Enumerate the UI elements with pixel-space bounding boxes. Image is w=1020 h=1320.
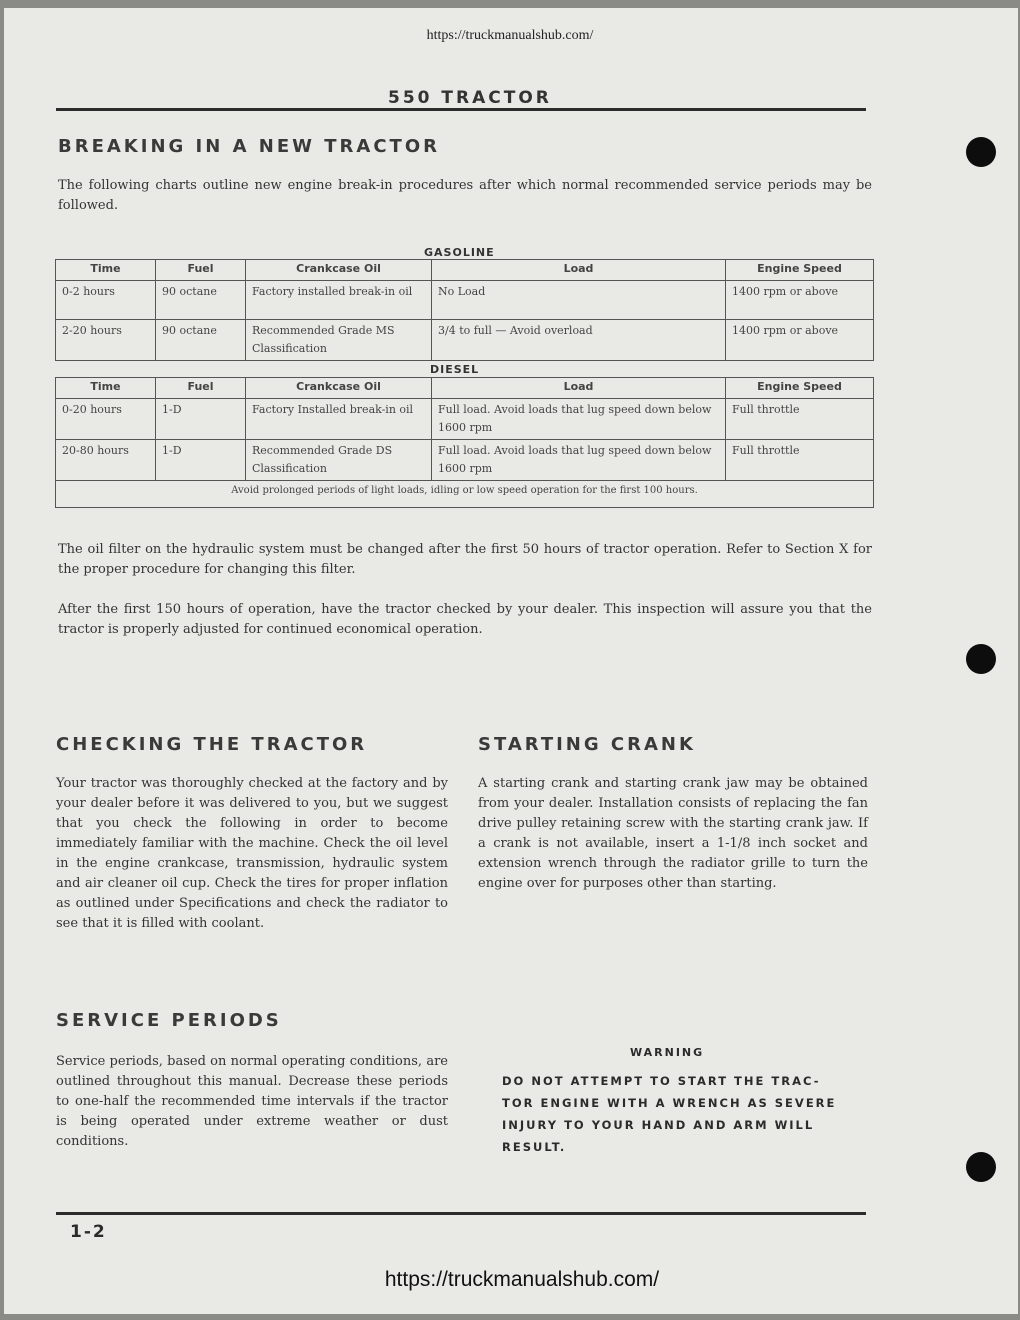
checking-heading: CHECKING THE TRACTOR	[56, 734, 368, 755]
table-cell: 3/4 to full — Avoid overload	[432, 320, 726, 361]
diesel-header-cell: Time	[56, 378, 156, 399]
gasoline-header-cell: Time	[56, 260, 156, 281]
warning-title: WARNING	[630, 1046, 705, 1059]
diesel-header-cell: Crankcase Oil	[246, 378, 432, 399]
table-cell: 2-20 hours	[56, 320, 156, 361]
diesel-label: DIESEL	[430, 363, 480, 376]
binder-hole-icon	[966, 644, 996, 674]
bottom-url: https://truckmanualshub.com/	[384, 1268, 660, 1291]
footer-rule	[56, 1212, 866, 1215]
table-cell: Full load. Avoid loads that lug speed down below 1600 rpm	[432, 399, 726, 440]
gasoline-header-cell: Crankcase Oil	[246, 260, 432, 281]
dealer-check-text: After the first 150 hours of operation, have the tractor checked by your dealer. This inspection will assure you that the tractor is properly adjusted for continued economical operation.	[58, 602, 872, 637]
table-cell: 0-20 hours	[56, 399, 156, 440]
gasoline-header-cell: Fuel	[156, 260, 246, 281]
table-cell: Factory installed break-in oil	[246, 281, 432, 320]
top-url: https://truckmanualshub.com/	[426, 28, 594, 43]
starting-paragraph	[478, 774, 868, 894]
dealer-check-paragraph	[58, 600, 872, 640]
warning-text: DO NOT ATTEMPT TO START THE TRAC- TOR ENGINE WITH A WRENCH AS SEVERE INJURY TO YOUR HAND AND ARM WILL RESULT.	[502, 1074, 837, 1154]
table-cell: 1-D	[156, 440, 246, 481]
page-number: 1-2	[70, 1222, 107, 1242]
gasoline-label: GASOLINE	[424, 246, 495, 259]
checking-paragraph	[56, 774, 448, 934]
oil-filter-text: The oil filter on the hydraulic system must be changed after the first 50 hours of tractor operation. Refer to Section X for the proper procedure for changing this filter.	[58, 542, 872, 577]
service-heading: SERVICE PERIODS	[56, 1010, 282, 1031]
binder-hole-icon	[966, 1152, 996, 1182]
table-cell: 0-2 hours	[56, 281, 156, 320]
page-title: 550 TRACTOR	[388, 88, 552, 108]
breaking-in-intro	[58, 176, 872, 216]
header-rule	[56, 108, 866, 111]
diesel-table	[55, 377, 874, 508]
diesel-header-cell: Fuel	[156, 378, 246, 399]
table-cell: 1400 rpm or above	[726, 281, 874, 320]
table-cell: 1-D	[156, 399, 246, 440]
table-cell: 1400 rpm or above	[726, 320, 874, 361]
gasoline-table	[55, 259, 874, 361]
table-row	[56, 399, 874, 440]
table-cell: No Load	[432, 281, 726, 320]
diesel-note: Avoid prolonged periods of light loads, idling or low speed operation for the first 100 hours.	[56, 481, 874, 508]
table-cell: Full load. Avoid loads that lug speed down below 1600 rpm	[432, 440, 726, 481]
diesel-note-row	[56, 481, 874, 508]
gasoline-header-cell: Engine Speed	[726, 260, 874, 281]
diesel-header-cell: Engine Speed	[726, 378, 874, 399]
table-row	[56, 281, 874, 320]
table-cell: Full throttle	[726, 399, 874, 440]
table-row	[56, 320, 874, 361]
table-cell: 90 octane	[156, 281, 246, 320]
gasoline-header-row	[56, 260, 874, 281]
oil-filter-paragraph	[58, 540, 872, 580]
table-cell: Factory Installed break-in oil	[246, 399, 432, 440]
checking-text: Your tractor was thoroughly checked at the factory and by your dealer before it was delivered to you, but we suggest that you check the following in order to become immediately familiar with the machine. Check the oil level in the engine crankcase, transmission, hydraulic system and air cleaner oil cup. Check the tires for proper inflation as outlined under Specifications and check the radiator to see that it is filled with coolant.	[56, 776, 448, 931]
table-cell: Recommended Grade MS Classification	[246, 320, 432, 361]
table-row	[56, 440, 874, 481]
table-cell: 20-80 hours	[56, 440, 156, 481]
table-cell: 90 octane	[156, 320, 246, 361]
table-cell: Recommended Grade DS Classification	[246, 440, 432, 481]
table-cell: Full throttle	[726, 440, 874, 481]
service-paragraph	[56, 1052, 448, 1152]
service-text: Service periods, based on normal operating conditions, are outlined throughout this manual. Decrease these periods to one-half the recommended time intervals if the tractor is being operated under extreme weather or dust conditions.	[56, 1054, 448, 1149]
breaking-in-intro-text: The following charts outline new engine break-in procedures after which normal recommended service periods may be followed.	[58, 178, 872, 213]
gasoline-header-cell: Load	[432, 260, 726, 281]
diesel-header-row	[56, 378, 874, 399]
breaking-in-heading: BREAKING IN A NEW TRACTOR	[58, 136, 440, 157]
starting-heading: STARTING CRANK	[478, 734, 696, 755]
binder-hole-icon	[966, 137, 996, 167]
diesel-header-cell: Load	[432, 378, 726, 399]
starting-text: A starting crank and starting crank jaw may be obtained from your dealer. Installation consists of replacing the fan drive pulley retaining screw with the starting crank jaw. If a crank is not available, insert a 1-1/8 inch socket and extension wrench through the radiator grille to turn the engine over for purposes other than starting.	[478, 776, 868, 891]
